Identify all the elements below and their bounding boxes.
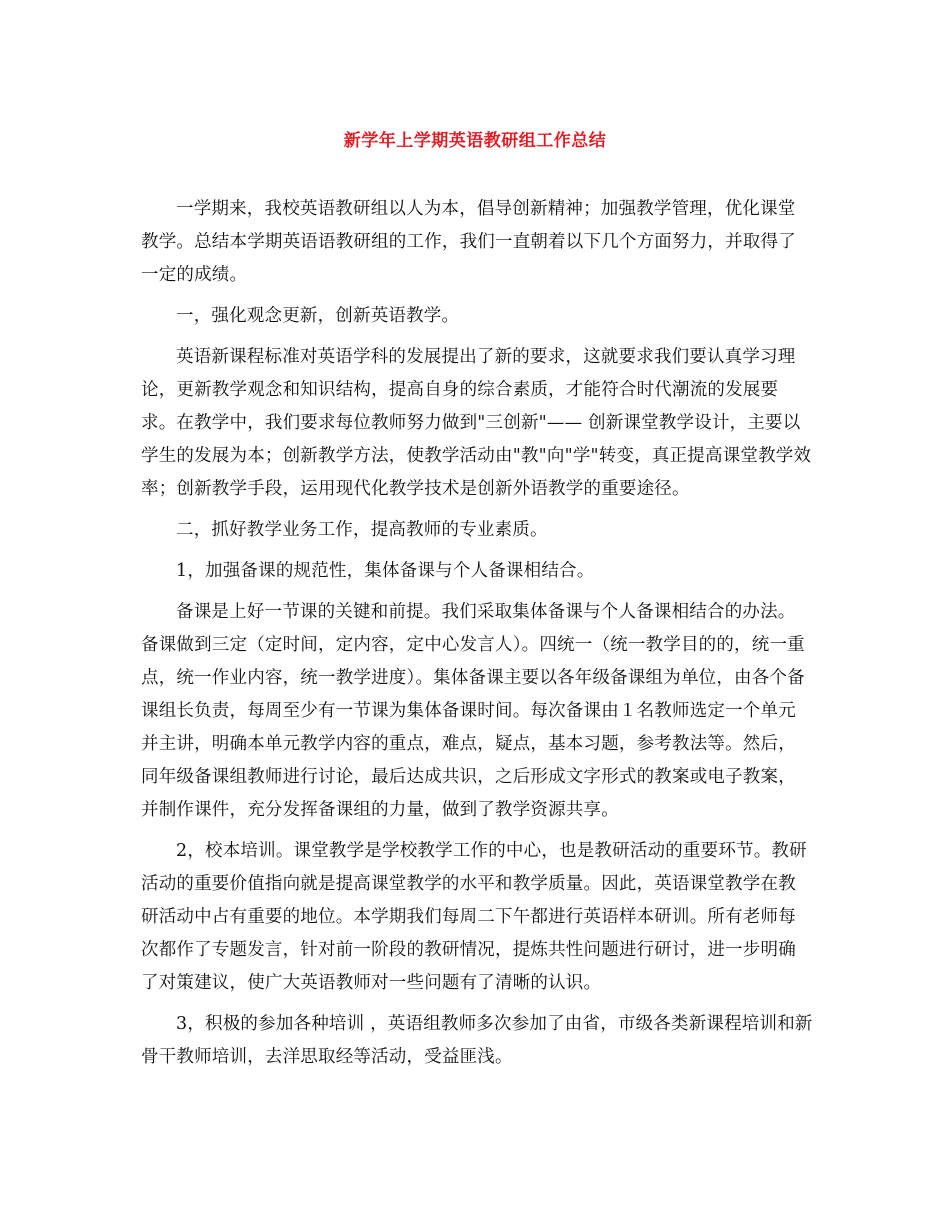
section-heading-2: 二，抓好教学业务工作，提高教师的专业素质。: [176, 520, 548, 540]
section-heading-1: 一，强化观念更新，创新英语教学。: [176, 306, 460, 326]
document-body: [141, 193, 813, 1082]
subsection-heading-1: 1，加强备课的规范性，集体备课与个人备课相结合。: [176, 561, 595, 581]
paragraph-lesson-prep: 备课是上好一节课的关键和前提。我们采取集体备课与个人备课相结合的办法。备课做到三定（定时间，定内容，定中心发言人）。四统一（统一教学目的的，统一重点，统一作业内容，统一教学进度）。集体备课主要以各年级备课组为单位，由各个备课组长负责，每周至少有一节课为集体备课时间。每次备课由１名教师选定一个单元并主讲，明确本单元教学内容的重点，难点，疑点，基本习题，参考教法等。然后，同年级备课组教师进行讨论，最后达成共识，之后形成文字形式的教案或电子教案，并制作课件，充分发挥备课组的力量，做到了教学资源共享。: [141, 602, 805, 820]
paragraph-intro: 一学期来，我校英语教研组以人为本，倡导创新精神；加强教学管理，优化课堂教学。总结本学期英语语教研组的工作，我们一直朝着以下几个方面努力，并取得了一定的成绩。: [141, 199, 796, 285]
document-title: 新学年上学期英语教研组工作总结: [343, 131, 607, 151]
paragraph-school-training: 2，校本培训。课堂教学是学校教学工作的中心，也是教研活动的重要环节。教研活动的重要价值指向就是提高课堂教学的水平和教学质量。因此，英语课堂教学在教研活动中占有重要的地位。本学期我们每周二下午都进行英语样本研训。所有老师每次都作了专题发言，针对前一阶段的教研情况，提炼共性问题进行研讨，进一步明确了对策建议，使广大英语教师对一些问题有了清晰的认识。: [141, 841, 807, 993]
paragraph-external-training: 3，积极的参加各种培训 ，英语组教师多次参加了由省，市级各类新课程培训和新骨干教师培训，去洋思取经等活动，受益匪浅。: [141, 1014, 813, 1067]
paragraph-section-1: 英语新课程标准对英语学科的发展提出了新的要求，这就要求我们要认真学习理论，更新教学观念和知识结构，提高自身的综合素质，才能符合时代潮流的发展要求。在教学中，我们要求每位教师努力做到"三创新"—— 创新课堂教学设计，主要以学生的发展为本；创新教学方法，使教学活动由"教"向"学"转变，真正提高课堂教学效率；创新教学手段，运用现代化教学技术是创新外语教学的重要途径。: [141, 347, 812, 499]
